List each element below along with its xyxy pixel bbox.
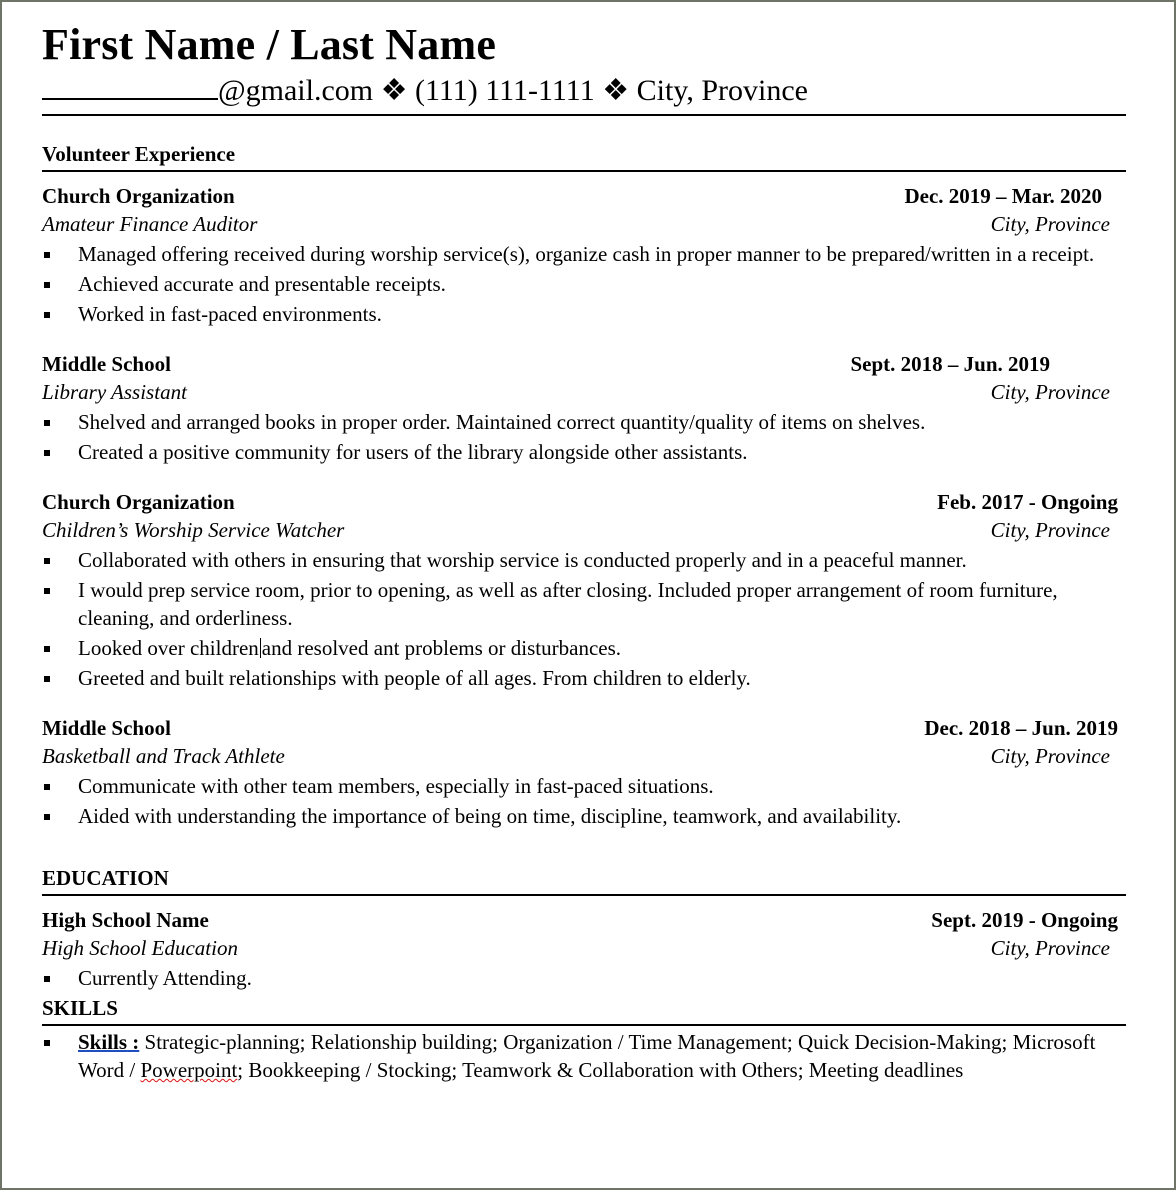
entry-location[interactable]: City, Province: [990, 518, 1110, 542]
entry-location[interactable]: City, Province: [990, 744, 1110, 768]
bullet-item[interactable]: Communicate with other team members, especially in fast-paced situations.: [42, 772, 1126, 800]
entry-organization[interactable]: Middle School: [42, 352, 171, 376]
email-blank: [42, 76, 218, 100]
email-suffix: @gmail.com: [218, 74, 374, 107]
entry-role-row: [42, 516, 1126, 544]
entry-location[interactable]: City, Province: [990, 380, 1110, 404]
entry-role[interactable]: Basketball and Track Athlete: [42, 744, 285, 768]
text-cursor: [260, 638, 261, 658]
bullet-item[interactable]: Collaborated with others in ensuring that worship service is conducted properly and in a peaceful manner.: [42, 546, 1126, 574]
bullet-item[interactable]: Currently Attending.: [42, 964, 1126, 992]
skills-label-colon: :: [127, 1030, 140, 1054]
entry-role[interactable]: High School Education: [42, 936, 238, 960]
bullet-item[interactable]: Greeted and built relationships with people of all ages. From children to elderly.: [42, 664, 1126, 692]
section-title-skills[interactable]: SKILLS: [42, 994, 1126, 1026]
skills-list: [42, 1028, 1126, 1084]
entry-header-row: [42, 350, 1126, 378]
separator-icon: ❖: [380, 74, 408, 107]
section-title-education[interactable]: EDUCATION: [42, 864, 1126, 896]
bullet-item[interactable]: Aided with understanding the importance of being on time, discipline, teamwork, and availability.: [42, 802, 1126, 830]
misspelled-word[interactable]: Powerpoint: [140, 1058, 238, 1082]
skills-label: Skills: [78, 1030, 128, 1054]
bullet-item[interactable]: Managed offering received during worship service(s), organize cash in proper manner to be prepared/written in a receipt.: [42, 240, 1126, 268]
resume-content: [42, 16, 1126, 1084]
entry-organization[interactable]: Church Organization: [42, 184, 235, 208]
skills-text: Strategic-planning; Relationship building; Organization / Time Management; Quick Decision-Making; Microsoft Word /: [78, 1030, 1096, 1082]
entry-role[interactable]: Library Assistant: [42, 380, 187, 404]
entry-dates[interactable]: Dec. 2018 – Jun. 2019: [924, 716, 1118, 740]
education-entry: [42, 906, 1126, 992]
entry-role[interactable]: Children’s Worship Service Watcher: [42, 518, 345, 542]
entry-role-row: [42, 742, 1126, 770]
entry-header-row: [42, 182, 1126, 210]
phone-number: (111) 111-1111: [415, 74, 595, 107]
skills-item[interactable]: [42, 1028, 1126, 1084]
bullet-list: [42, 240, 1126, 328]
entry-dates[interactable]: Feb. 2017 - Ongoing: [937, 490, 1118, 514]
bullet-text: Looked over children: [78, 636, 259, 660]
bullet-text: and resolved ant problems or disturbances.: [261, 636, 622, 660]
volunteer-entry: [42, 350, 1126, 466]
entry-location[interactable]: City, Province: [990, 212, 1110, 236]
entry-header-row: [42, 906, 1126, 934]
entry-organization[interactable]: High School Name: [42, 908, 209, 932]
bullet-list: [42, 772, 1126, 830]
entry-dates[interactable]: Dec. 2019 – Mar. 2020: [904, 184, 1102, 208]
bullet-list: [42, 408, 1126, 466]
contact-location: City, Province: [636, 74, 808, 107]
skills-text: ; Bookkeeping / Stocking; Teamwork & Collaboration with Others; Meeting deadlines: [237, 1058, 964, 1082]
bullet-item[interactable]: Created a positive community for users of the library alongside other assistants.: [42, 438, 1126, 466]
volunteer-entry: [42, 714, 1126, 830]
header-divider: [42, 114, 1126, 116]
bullet-item[interactable]: I would prep service room, prior to opening, as well as after closing. Included proper arrangement of room furniture, cleaning, and orderliness.: [42, 576, 1126, 632]
bullet-item[interactable]: Worked in fast-paced environments.: [42, 300, 1126, 328]
entry-header-row: [42, 488, 1126, 516]
volunteer-entry: [42, 182, 1126, 328]
entry-dates[interactable]: Sept. 2019 - Ongoing: [931, 908, 1118, 932]
bullet-list: [42, 964, 1126, 992]
entry-location[interactable]: City, Province: [990, 936, 1110, 960]
entry-role-row: [42, 210, 1126, 238]
bullet-item[interactable]: [42, 634, 1126, 662]
bullet-list: [42, 546, 1126, 692]
section-title-volunteer[interactable]: Volunteer Experience: [42, 140, 1126, 172]
entry-role-row: [42, 934, 1126, 962]
candidate-name[interactable]: First Name / Last Name: [42, 20, 497, 69]
entry-dates[interactable]: Sept. 2018 – Jun. 2019: [850, 352, 1050, 376]
separator-icon: ❖: [602, 74, 630, 107]
entry-role-row: [42, 378, 1126, 406]
contact-line[interactable]: [42, 74, 1126, 110]
bullet-item[interactable]: Shelved and arranged books in proper order. Maintained correct quantity/quality of items on shelves.: [42, 408, 1126, 436]
entry-organization[interactable]: Middle School: [42, 716, 171, 740]
entry-header-row: [42, 714, 1126, 742]
entry-role[interactable]: Amateur Finance Auditor: [42, 212, 258, 236]
entry-organization[interactable]: Church Organization: [42, 490, 235, 514]
bullet-item[interactable]: Achieved accurate and presentable receipts.: [42, 270, 1126, 298]
volunteer-entry: [42, 488, 1126, 692]
